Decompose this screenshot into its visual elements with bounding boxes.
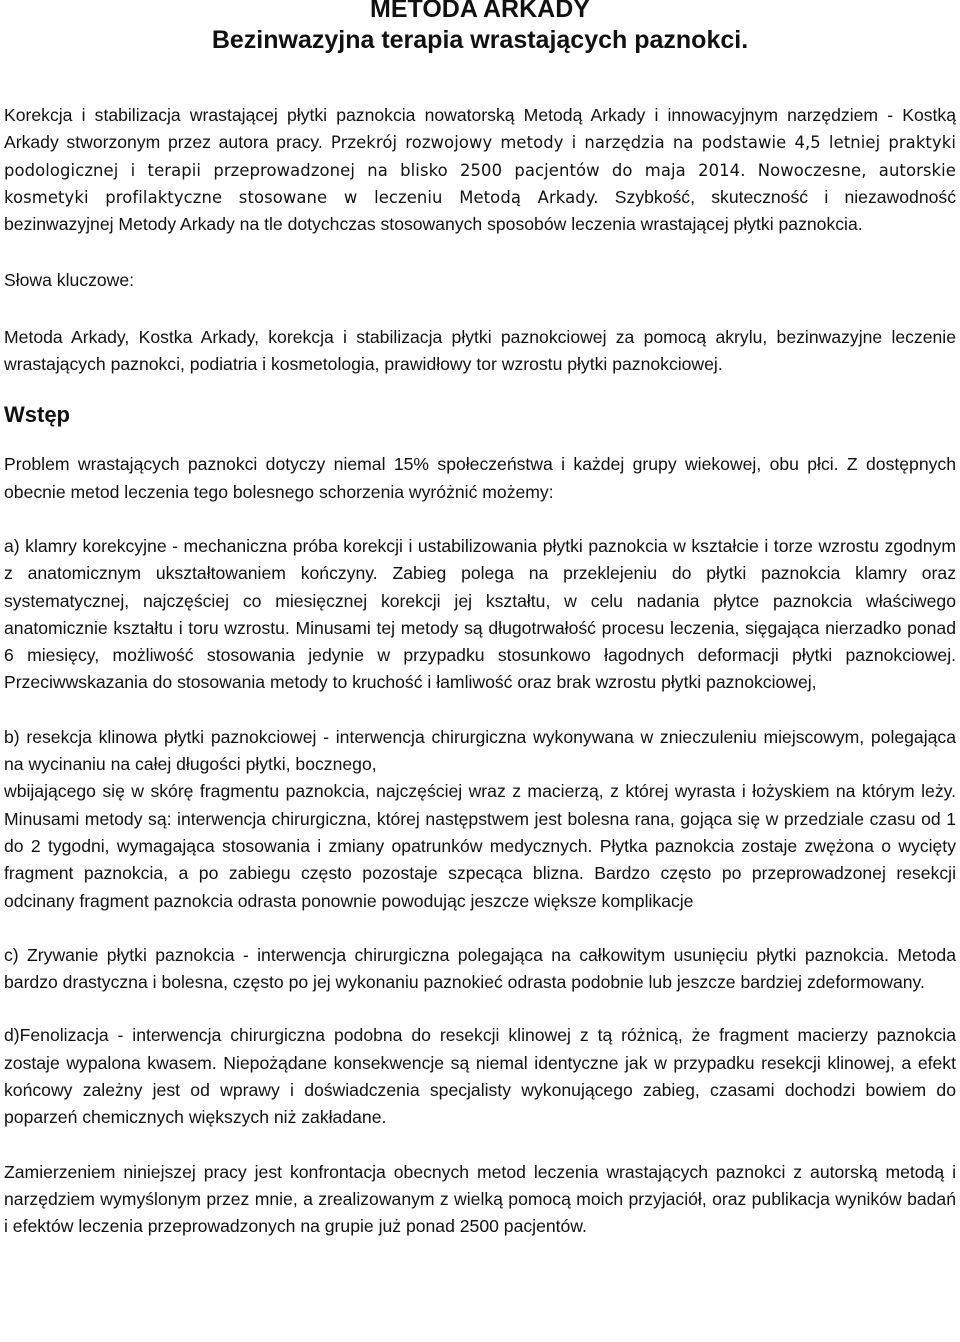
document-title	[4, 0, 956, 56]
method-b-paragraph-1: b) resekcja klinowa płytki paznokciowej - interwencja chirurgiczna wykonywana w znieczuleniu miejscowym, polegająca na wycinaniu na całej długości płytki, bocznego,	[4, 726, 956, 775]
title-subtitle: Bezinwazyjna terapia wrastających paznokci.	[211, 26, 749, 54]
section-heading-intro: Wstęp	[4, 402, 70, 428]
method-b-paragraph-2: wbijającego się w skórę fragmentu paznokcia, najczęściej wraz z macierzą, z której wyrasta i łożyskiem na którym leży. Minusami metody są: interwencja chirurgiczna, której następstwem jest bolesna rana, gojąca się w przedziale czasu od 1 do 2 tygodni, wymagająca stosowania i zmiany opatrunków medycznych. Płytka paznokcia zostaje zwężona o wycięty fragment paznokcia, a po zabiegu często pozostaje szpecąca blizna. Bardzo często po przeprowadzonej resekcji odcinany fragment paznokcia odrasta ponownie powodując jeszcze większe komplikacje	[4, 781, 956, 911]
purpose-paragraph: Zamierzeniem niniejszej pracy jest konfrontacja obecnych metod leczenia wrastających paznokci z autorską metodą i narzędziem wymyślonym przez mnie, a zrealizowanym z wielką pomocą moich przyjaciół, oraz publikacja wyników badań i efektów leczenia przeprowadzonych na grupie już ponad 2500 pacjentów.	[4, 1161, 956, 1237]
method-c-paragraph: c) Zrywanie płytki paznokcia - interwencja chirurgiczna polegająca na całkowitym usunięciu płytki paznokcia. Metoda bardzo drastyczna i bolesna, często po jej wykonaniu paznokieć odrasta podobnie lub jeszcze bardziej zdeformowany.	[4, 944, 956, 993]
method-d-paragraph: d)Fenolizacja - interwencja chirurgiczna podobna do resekcji klinowej z tą różnicą, że fragment macierzy paznokcia zostaje wypalona kwasem. Niepożądane konsekwencje są niemal identyczne jak w przypadku resekcji klinowej, a efekt końcowy zależny jest od wprawy i doświadczenia specjalisty wykonującego zabieg, czasami dochodzi bowiem do poparzeń chemicznych większych niż zakładane.	[4, 1025, 956, 1128]
abstract-part-1: Korekcja i stabilizacja wrastającej płytki paznokcia nowatorską Metodą Arkady i innowacyjnym narzędziem - Kostką Arkady stworzonym przez autora pracy.	[4, 105, 956, 153]
document-page	[4, 0, 956, 1241]
abstract-paragraph	[4, 102, 956, 238]
method-a-paragraph: a) klamry korekcyjne - mechaniczna próba korekcji i ustabilizowania płytki paznokcia w kształcie i torze wzrostu zgodnym z anatomicznym ukształtowaniem kończyny. Zabieg polega na przeklejeniu do płytki paznokcia klamry oraz systematycznej, najczęściej co miesięcznej korekcji jej kształtu, w celu nadania płytce paznokcia właściwego anatomicznie kształtu i toru wzrostu. Minusami tej metody są długotrwałość procesu leczenia, sięgająca nierzadko ponad 6 miesięcy, możliwość stosowania jedynie w przypadku stosunkowo łagodnych deformacji płytki paznokciowej. Przeciwwskazania do stosowania metody to kruchość i łamliwość oraz brak wzrostu płytki paznokciowej,	[4, 535, 956, 693]
keywords-label: Słowa kluczowe:	[4, 270, 135, 291]
title-main: METODA ARKADY	[370, 0, 590, 23]
keywords-text: Metoda Arkady, Kostka Arkady, korekcja i stabilizacja płytki paznokciowej za pomocą akrylu, bezinwazyjne leczenie wrastających paznokci, podiatria i kosmetologia, prawidłowy tor wzrostu płytki paznokciowej.	[4, 326, 956, 375]
intro-paragraph: Problem wrastających paznokci dotyczy niemal 15% społeczeństwa i każdej grupy wiekowej, obu płci. Z dostępnych obecnie metod leczenia tego bolesnego schorzenia wyróżnić możemy:	[4, 454, 956, 502]
abstract-part-3: Szybkość, skuteczność i niezawodność bezinwazyjnej Metody Arkady na tle dotychczas stosowanych sposobów leczenia wrastającej płytki paznokcia.	[4, 186, 956, 235]
abstract-part-2: Przekrój rozwojowy metody i narzędzia na podstawie 4,5 letniej praktyki podologicznej i terapii przeprowadzonej na blisko 2500 pacjentów do maja 2014. Nowoczesne, autorskie kosmetyki profilaktyczne stosowane w leczeniu Metodą Arkady.	[4, 133, 956, 207]
